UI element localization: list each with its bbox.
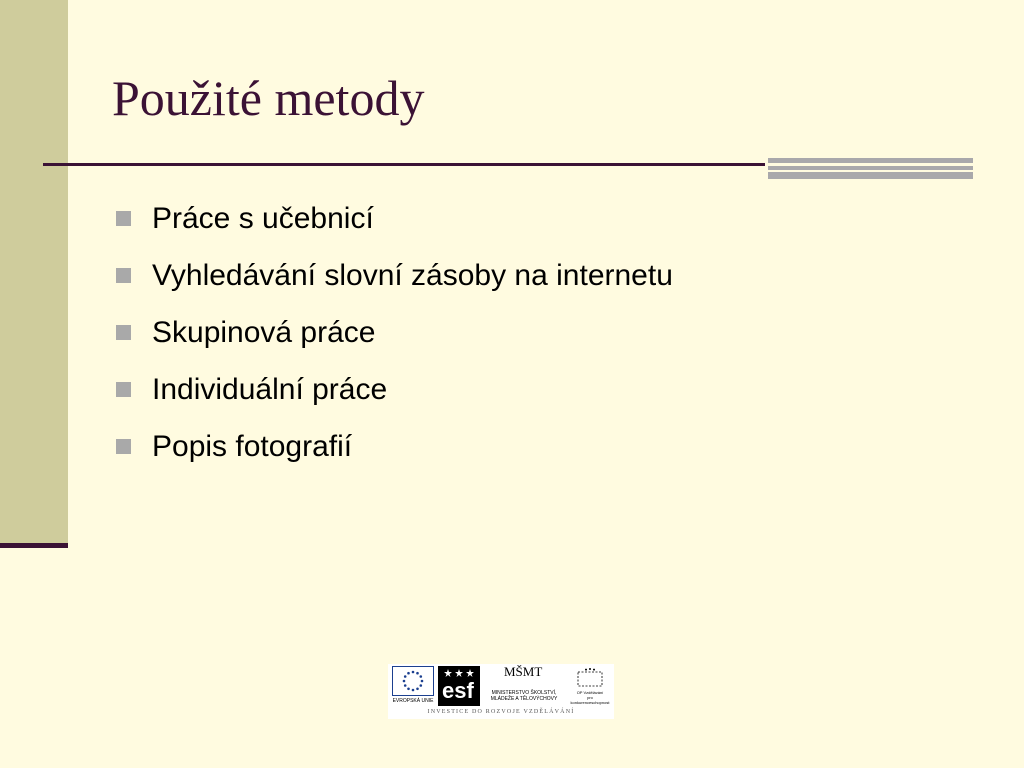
op-caption: [568, 690, 612, 705]
decorative-bar: [768, 166, 973, 170]
logo-row: [388, 666, 614, 706]
bullet-text: Skupinová práce: [152, 315, 376, 349]
square-bullet-icon: [116, 211, 131, 226]
bullet-item: [116, 190, 673, 247]
msmt-caption-line: MLÁDEŽE A TĚLOVÝCHOVY: [490, 696, 558, 702]
esf-logo: [438, 666, 480, 706]
square-bullet-icon: [116, 382, 131, 397]
square-bullet-icon: [116, 325, 131, 340]
esf-wordmark: esf: [442, 678, 474, 703]
bullet-item: [116, 361, 673, 418]
decorative-bar: [768, 172, 973, 179]
bullet-list: [116, 190, 673, 475]
bullet-text: Vyhledávání slovní zásoby na internetu: [152, 258, 673, 292]
sponsor-logo-strip: [388, 664, 614, 719]
side-band: [0, 0, 68, 544]
eu-caption: EVROPSKÁ UNIE: [392, 698, 434, 704]
msmt-caption: [482, 690, 566, 702]
slide-title: Použité metody: [112, 70, 425, 126]
bullet-item: [116, 247, 673, 304]
msmt-monogram: MŠMT: [504, 664, 543, 679]
msmt-logo: [482, 666, 566, 706]
square-bullet-icon: [116, 268, 131, 283]
op-caption-line: OP Vzdělávání: [576, 690, 604, 695]
bullet-text: Individuální práce: [152, 372, 388, 406]
bullet-text: Popis fotografií: [152, 429, 353, 463]
bullet-item: [116, 304, 673, 361]
eu-flag-icon: [392, 666, 434, 696]
op-logo: [568, 666, 612, 706]
bullet-text: Práce s učebnicí: [152, 201, 374, 235]
eu-stars-icon: [393, 667, 433, 695]
title-divider: [43, 163, 765, 166]
side-band-accent-line: [0, 543, 68, 548]
msmt-caption-line: MINISTERSTVO ŠKOLSTVÍ,: [491, 690, 557, 696]
eu-logo: [390, 666, 436, 706]
bullet-item: [116, 418, 673, 475]
square-bullet-icon: [116, 439, 131, 454]
logo-tagline: INVESTICE DO ROZVOJE VZDĚLÁVÁNÍ: [427, 709, 575, 715]
decorative-bar: [768, 158, 973, 163]
op-emblem-icon: [574, 666, 606, 688]
op-caption-line: pro konkurenceschopnost: [570, 695, 610, 705]
